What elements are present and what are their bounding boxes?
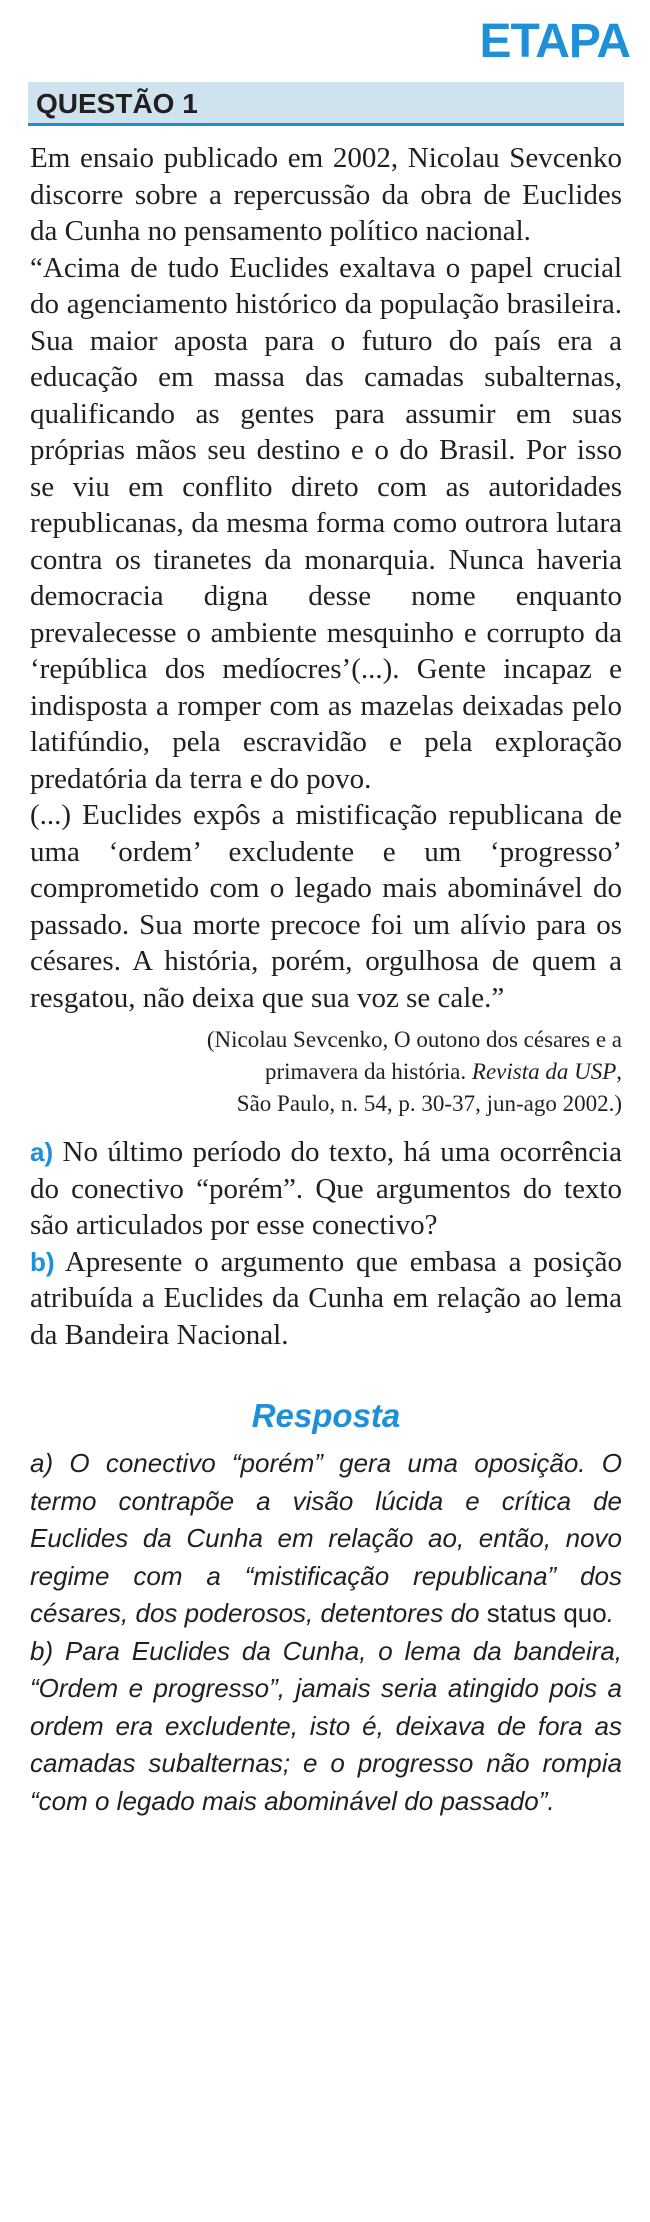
- question-letter-b: b): [30, 1246, 55, 1277]
- question-text-a: No último período do texto, há uma ocorrência do conectivo “porém”. Que argumentos do texto são articulados por esse conectivo?: [30, 1136, 622, 1241]
- citation-line-3: São Paulo, n. 54, p. 30-37, jun-ago 2002.): [236, 1091, 622, 1116]
- answer-a-status-quo: status quo: [486, 1598, 607, 1628]
- brand-logo: ETAPA: [479, 15, 630, 68]
- citation-journal-title: Revista da USP: [471, 1059, 617, 1084]
- question-text-b: Apresente o argumento que embasa a posição atribuída a Euclides da Cunha em relação ao lema da Bandeira Nacional.: [30, 1245, 622, 1351]
- citation-line-2-pre: primavera da história.: [264, 1059, 472, 1084]
- quote-paragraph-1: “Acima de tudo Euclides exaltava o papel crucial do agenciamento histórico da população brasileira. Sua maior aposta para o futuro do país era a educação em massa das camadas subalternas, qualificando as gentes para assumir em suas próprias mãos seu destino e o do Brasil. Por isso se viu em conflito direto com as autoridades republicanas, da mesma forma como outrora lutara contra os tiranetes da monarquia. Nunca haveria democracia digna desse nome enquanto prevalecesse o ambiente mesquinho e corrupto da ‘república dos medíocres’(...). Gente incapaz e indisposta a romper com as mazelas deixadas pelo latifúndio, pela escravidão e pela exploração predatória da terra e do povo.: [30, 251, 622, 795]
- answer-heading: Resposta: [251, 1397, 401, 1434]
- question-item-a: [30, 1134, 622, 1244]
- citation-line-1: (Nicolau Sevcenko, O outono dos césares e a: [206, 1027, 622, 1052]
- question-item-b: [30, 1244, 622, 1354]
- question-header-bar: [28, 82, 624, 126]
- citation-line-2-post: ,: [616, 1059, 622, 1084]
- answer-a-main: a) O conectivo “porém” gera uma oposição. O termo contrapõe a visão lúcida e crítica de Euclides da Cunha em relação ao, então, novo regime com a “mistificação republicana” dos césares, dos poderosos, detentores do: [30, 1448, 622, 1628]
- document-body: [30, 140, 622, 1820]
- quote-paragraph-2: (...) Euclides expôs a mistificação republicana de uma ‘ordem’ excludente e um ‘progresso’ comprometido com o legado mais abominável do passado. Sua morte precoce foi um alívio para os césares. A história, porém, orgulhosa de quem a resgatou, não deixa que sua voz se cale.”: [30, 799, 622, 1014]
- answer-a-end: .: [606, 1598, 614, 1628]
- source-citation: [30, 1024, 622, 1120]
- question-letter-a: a): [30, 1137, 54, 1167]
- citation-line-2: [30, 1056, 622, 1088]
- answer-b: b) Para Euclides da Cunha, o lema da bandeira, “Ordem e progresso”, jamais seria atingido pois a ordem era excludente, isto é, deixava de fora as camadas subalternas; e o progresso não rompia “com o legado mais abominável do passado”.: [30, 1635, 622, 1816]
- question-title: QUESTÃO 1: [36, 88, 198, 119]
- answer-a: [30, 1445, 622, 1633]
- intro-paragraph: Em ensaio publicado em 2002, Nicolau Sevcenko discorre sobre a repercussão da obra de Euclides da Cunha no pensamento político nacional.: [30, 142, 622, 247]
